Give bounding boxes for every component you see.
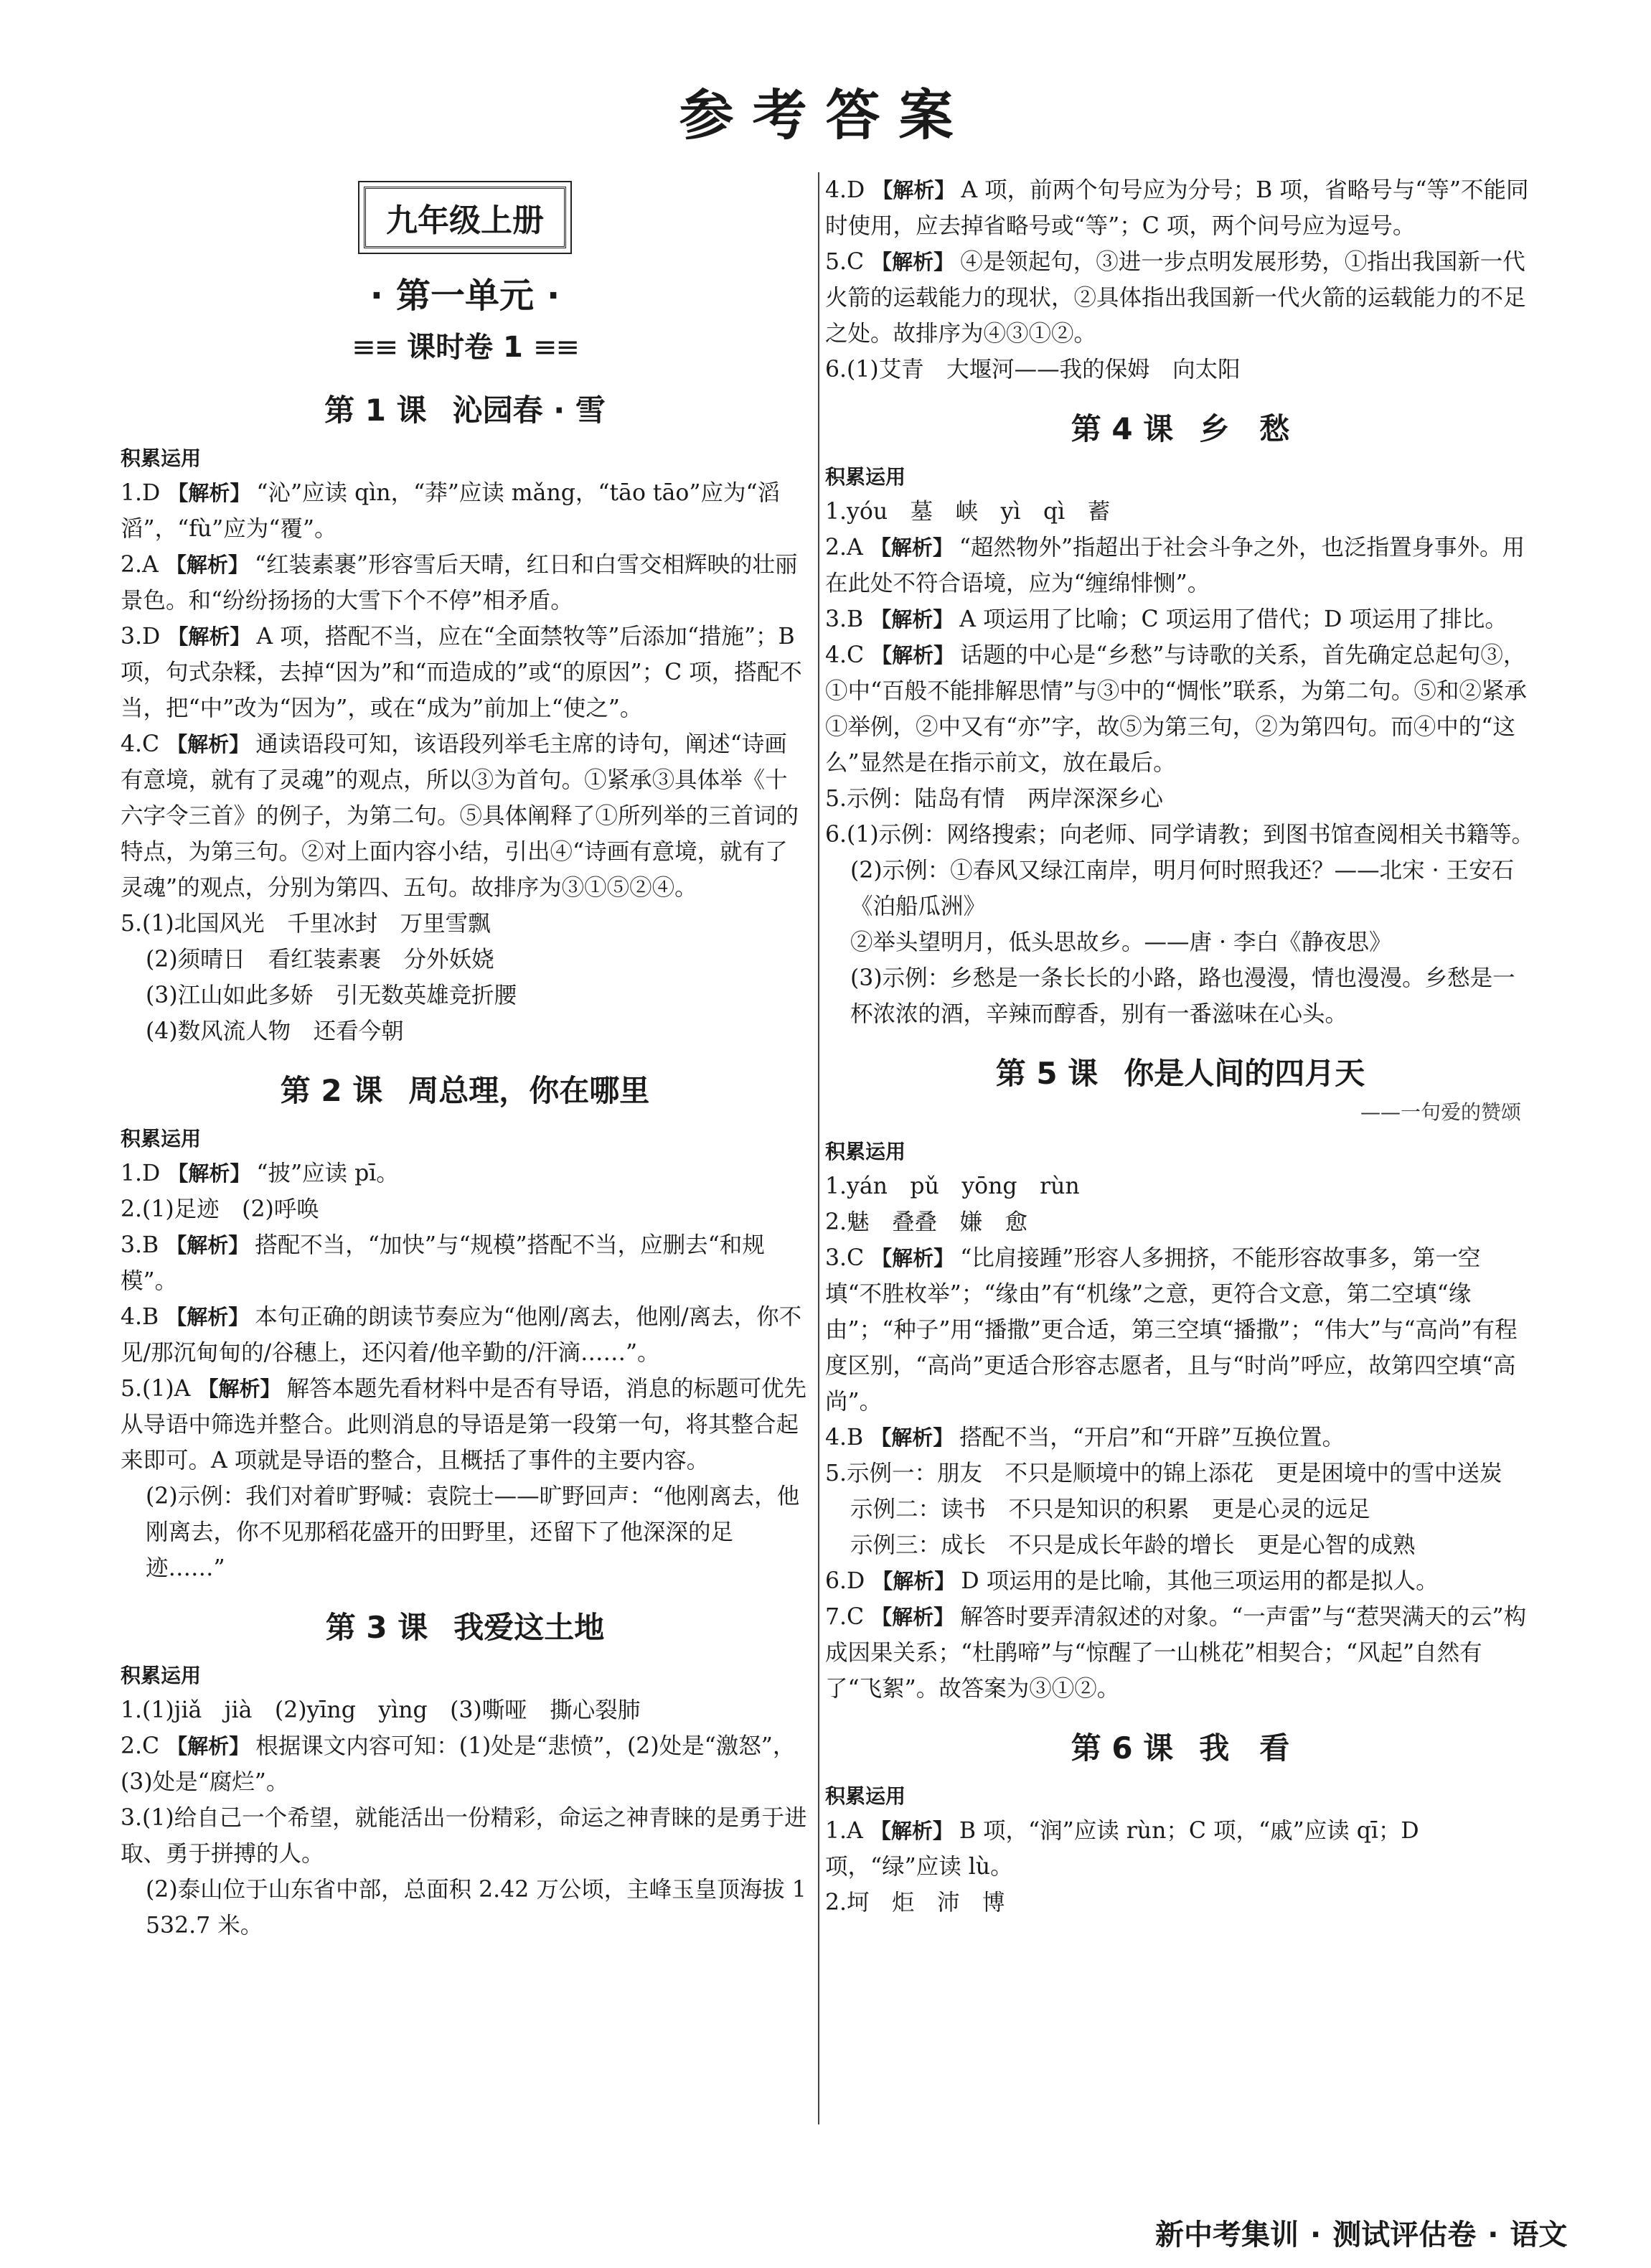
answer-number: 7.C [825, 1604, 865, 1630]
column-divider [818, 172, 819, 2124]
answer-item: 1.(1)jiǎ jià (2)yīng yìng (3)嘶哑 撕心裂肺 [121, 1697, 641, 1723]
footer-separator: · [1310, 2218, 1322, 2251]
answer-item [825, 1813, 1535, 1885]
analysis-tag: 【解析】 [167, 1161, 251, 1186]
analysis-tag: 【解析】 [166, 1734, 250, 1758]
answer-subitem: (4)数风流人物 还看今朝 [146, 1018, 404, 1044]
lesson-name: 你是人间的四月天 [1124, 1056, 1365, 1091]
lesson-1-heading [121, 389, 809, 432]
answer-text: “超然物外”指超出于社会斗争之外，也泛指置身事外。用在此处不符合语境，应为“缠绵悱恻”。 [825, 535, 1525, 596]
answer-item [121, 1299, 809, 1371]
grade-label: 九年级上册 [364, 187, 566, 248]
unit-heading [121, 273, 809, 319]
answer-subitem: (2)示例：①春风又绿江南岸，明月何时照我还？——北宋 · 王安石《泊船瓜洲》 [850, 858, 1515, 919]
analysis-tag: 【解析】 [872, 1569, 956, 1593]
section-label: 积累运用 [825, 465, 906, 489]
answer-number: 2.A [825, 535, 863, 561]
lesson-6-heading [825, 1727, 1535, 1770]
answer-item: 6.(1)示例：网络搜索；向老师、同学请教；到图书馆查阅相关书籍等。 [825, 822, 1535, 848]
answer-item [825, 530, 1535, 601]
section-label: 积累运用 [121, 1127, 202, 1151]
answer-subitem: (2)示例：我们对着旷野喊：袁院士——旷野回声：“他刚离去，他刚离去，你不见那稻花盛开的田野里，还留下了他深深的足迹……” [146, 1484, 800, 1581]
paper-title: 课时卷 1 [407, 331, 523, 364]
section-label: 积累运用 [121, 446, 202, 470]
analysis-tag: 【解析】 [870, 1819, 954, 1843]
answer-text: “披”应读 pī。 [256, 1161, 399, 1186]
answer-item: 2.魅 叠叠 嫌 愈 [825, 1209, 1028, 1235]
analysis-tag: 【解析】 [871, 1246, 955, 1270]
paper-rule-left: ≡≡ [352, 331, 398, 364]
answer-text: 根据课文内容可知：(1)处是“悲愤”，(2)处是“激怒”，(3)处是“腐烂”。 [121, 1733, 796, 1795]
paper-heading [121, 326, 809, 369]
answer-item [121, 1156, 809, 1191]
answer-item [825, 172, 1535, 244]
answer-number: 5.C [825, 249, 865, 275]
answer-number: 3.B [121, 1232, 159, 1258]
footer-type: 测试评估卷 [1332, 2218, 1477, 2251]
answer-subitem: 示例二：读书 不只是知识的积累 更是心灵的远足 [850, 1496, 1370, 1522]
answer-number: 1.A [825, 1818, 863, 1844]
answer-subitem: ②举头望明月，低头思故乡。——唐 · 李白《静夜思》 [850, 929, 1392, 955]
answer-text: “红装素裹”形容雪后天晴，红日和白雪交相辉映的壮丽景色。和“纷纷扬扬的大雪下个不停”相矛盾。 [121, 552, 798, 614]
answer-number: 1.D [121, 1161, 161, 1186]
lesson-number: 第 4 课 [1071, 411, 1174, 446]
analysis-tag: 【解析】 [197, 1377, 281, 1401]
lesson-number: 第 6 课 [1071, 1730, 1174, 1766]
analysis-tag: 【解析】 [167, 481, 251, 505]
answer-item [121, 1227, 809, 1299]
analysis-tag: 【解析】 [166, 1233, 250, 1257]
answer-item [121, 1371, 809, 1479]
answer-item: 1.yán pǔ yōng rùn [825, 1173, 1080, 1199]
answer-item: 5.示例一：朋友 不只是顺境中的锦上添花 更是困境中的雪中送炭 [825, 1461, 1502, 1486]
analysis-tag: 【解析】 [870, 607, 954, 632]
answer-item: 1.yóu 墓 峡 yì qì 蓄 [825, 499, 1111, 525]
analysis-tag: 【解析】 [871, 1605, 955, 1629]
analysis-tag: 【解析】 [872, 178, 956, 202]
analysis-tag: 【解析】 [870, 1425, 954, 1450]
answer-text: A 项，搭配不当，应在“全面禁牧等”后添加“措施”；B 项，句式杂糅，去掉“因为”和“而造成的”或“的原因”；C 项，搭配不当，把“中”改为“因为”，或在“成为”前加上“使之”。 [121, 624, 802, 721]
lesson-name: 沁园春 · 雪 [452, 393, 606, 428]
answer-subitem: 示例三：成长 不只是成长年龄的增长 更是心智的成熟 [850, 1532, 1416, 1558]
analysis-tag: 【解析】 [167, 624, 251, 649]
answer-number: 3.B [825, 606, 864, 632]
section-label: 积累运用 [825, 1140, 906, 1163]
lesson-name: 我 看 [1199, 1730, 1290, 1766]
answer-item [825, 601, 1535, 637]
answer-text: “比肩接踵”形容人多拥挤，不能形容故事多，第一空填“不胜枚举”；“缘由”有“机缘”之意，更符合文意，第二空填“缘由”；“种子”用“播撒”更合适，第三空填“播撒”；“伟大”与“高尚”有程度区别，“高尚”更适合形容志愿者，且与“时尚”呼应，故第四空填“高尚”。 [825, 1245, 1518, 1415]
answer-text: 搭配不当，“开启”和“开辟”互换位置。 [959, 1425, 1345, 1451]
answer-number: 4.B [121, 1304, 159, 1330]
lesson-number: 第 5 课 [995, 1056, 1099, 1091]
answer-item [825, 637, 1535, 781]
answer-subitem: (3)示例：乡愁是一条长长的小路，路也漫漫，情也漫漫。乡愁是一杯浓浓的酒，辛辣而醇香，别有一番滋味在心头。 [850, 965, 1515, 1027]
lesson-4-heading [825, 408, 1535, 451]
answer-item [121, 1728, 809, 1800]
answer-item [121, 547, 809, 619]
analysis-tag: 【解析】 [166, 1305, 250, 1329]
answer-item [121, 726, 809, 906]
answer-item [825, 1240, 1535, 1420]
answer-item [825, 1420, 1535, 1456]
left-column [121, 172, 814, 1944]
answer-text: 解答本题先看材料中是否有导语，消息的标题可优先从导语中筛选并整合。此则消息的导语是第一段第一句，将其整合起来即可。A 项就是导语的整合，且概括了事件的主要内容。 [121, 1376, 806, 1473]
answer-number: 1.D [121, 480, 161, 506]
lesson-name: 乡 愁 [1199, 411, 1290, 446]
answer-number: 2.C [121, 1733, 160, 1759]
answer-item: 6.(1)艾青 大堰河——我的保姆 向太阳 [825, 357, 1241, 383]
section-label: 积累运用 [825, 1784, 906, 1808]
answer-item: 3.(1)给自己一个希望，就能活出一份精彩，命运之神青睐的是勇于进取、勇于拼搏的人。 [121, 1805, 807, 1867]
lesson-name: 我爱这土地 [453, 1610, 605, 1645]
answer-text: B 项，“润”应读 rùn；C 项，“戚”应读 qī；D 项，“绿”应读 lù。 [825, 1818, 1426, 1880]
answer-text: D 项运用的是比喻，其他三项运用的都是拟人。 [961, 1568, 1439, 1594]
answer-subitem: (2)须晴日 看红装素裹 分外妖娆 [146, 947, 494, 973]
analysis-tag: 【解析】 [871, 643, 955, 667]
answer-item [825, 244, 1535, 352]
section-label: 积累运用 [121, 1664, 202, 1687]
answer-item: 2.(1)足迹 (2)呼唤 [121, 1196, 319, 1222]
answer-item [825, 1599, 1535, 1707]
analysis-tag: 【解析】 [165, 553, 249, 577]
answer-item [825, 1563, 1535, 1599]
lesson-number: 第 3 课 [325, 1610, 428, 1645]
page-title: 参考答案 [679, 83, 972, 147]
answer-item [121, 475, 809, 547]
analysis-tag: 【解析】 [166, 732, 250, 756]
answer-text: ④是领起句，③进一步点明发展形势，①指出我国新一代火箭的运载能力的现状，②具体指出我国新一代火箭的运载能力的不足之处。故排序为④③①②。 [825, 249, 1526, 347]
grade-box [121, 187, 809, 248]
unit-dot-left: · [370, 276, 383, 316]
answer-text: 解答时要弄清叙述的对象。“一声雷”与“惹哭满天的云”构成因果关系；“杜鹃啼”与“惊醒了一山桃花”相契合；“风起”自然有了“飞絮”。故答案为③①②。 [825, 1604, 1527, 1702]
answer-number: 3.D [121, 624, 161, 650]
lesson-subtitle: ——一句爱的赞颂 [1360, 1100, 1521, 1124]
answer-number: 4.D [825, 177, 865, 203]
lesson-number: 第 1 课 [324, 393, 427, 428]
footer-subject: 语文 [1510, 2218, 1568, 2251]
lesson-3-heading [121, 1606, 809, 1649]
footer-separator: · [1487, 2218, 1499, 2251]
footer-series: 新中考集训 [1155, 2218, 1299, 2251]
answer-number: 4.C [121, 731, 160, 757]
right-column [825, 172, 1535, 1921]
lesson-name: 周总理，你在哪里 [408, 1073, 650, 1108]
answer-number: 6.D [825, 1568, 865, 1594]
unit-dot-right: · [547, 276, 560, 316]
unit-title: 第一单元 [395, 276, 534, 316]
lesson-2-heading [121, 1069, 809, 1112]
answer-number: 2.A [121, 552, 159, 578]
answer-item: 5.示例：陆岛有情 两岸深深乡心 [825, 786, 1164, 812]
answer-text: 本句正确的朗读节奏应为“他刚/离去，他刚/离去，你不见/那沉甸甸的/谷穗上，还闪着/他辛勤的/汗滴……”。 [121, 1304, 802, 1366]
answer-number: 4.C [825, 642, 865, 668]
answer-text: A 项，前两个句号应为分号；B 项，省略号与“等”不能同时使用，应去掉省略号或“等”；C 项，两个问号应为逗号。 [825, 177, 1529, 239]
paper-rule-right: ≡≡ [532, 331, 578, 364]
answer-number: 4.B [825, 1425, 864, 1451]
answer-subitem: (2)泰山位于山东省中部，总面积 2.42 万公顷，主峰玉皇顶海拔 1 532.7 米。 [146, 1877, 814, 1939]
answer-text: 搭配不当，“加快”与“规模”搭配不当，应删去“和规模”。 [121, 1232, 765, 1294]
analysis-tag: 【解析】 [871, 250, 955, 274]
answer-text: 通读语段可知，该语段列举毛主席的诗句，阐述“诗画有意境，就有了灵魂”的观点，所以③为首句。①紧承③具体举《十六字令三首》的例子，为第二句。⑤具体阐释了①所列举的三首词的特点，为第三句。②对上面内容小结，引出④“诗画有意境，就有了灵魂”的观点，分别为第四、五句。故排序为③①⑤②④。 [121, 731, 799, 901]
analysis-tag: 【解析】 [870, 535, 954, 560]
answer-item [121, 619, 809, 726]
lesson-number: 第 2 课 [280, 1073, 383, 1108]
answer-text: A 项运用了比喻；C 项运用了借代；D 项运用了排比。 [959, 606, 1507, 632]
page-footer [1155, 2212, 1567, 2253]
answer-number: 5.(1)A [121, 1376, 191, 1402]
answer-number: 3.C [825, 1245, 865, 1271]
answer-subitem: (3)江山如此多娇 引无数英雄竞折腰 [146, 983, 517, 1008]
answer-text: “沁”应读 qìn，“莽”应读 mǎng，“tāo tāo”应为“滔滔”，“fù”应为“覆”。 [121, 480, 781, 542]
answer-item: 5.(1)北国风光 千里冰封 万里雪飘 [121, 911, 491, 937]
answer-text: 话题的中心是“乡愁”与诗歌的关系，首先确定总起句③，①中“百般不能排解思情”与③中的“惆怅”联系，为第二句。⑤和②紧承①举例，②中又有“亦”字，故⑤为第三句，②为第四句。而④中的“这么”显然是在指示前文，放在最后。 [825, 642, 1527, 776]
lesson-5-heading [825, 1052, 1535, 1095]
answer-item: 2.坷 炬 沛 博 [825, 1890, 1005, 1916]
